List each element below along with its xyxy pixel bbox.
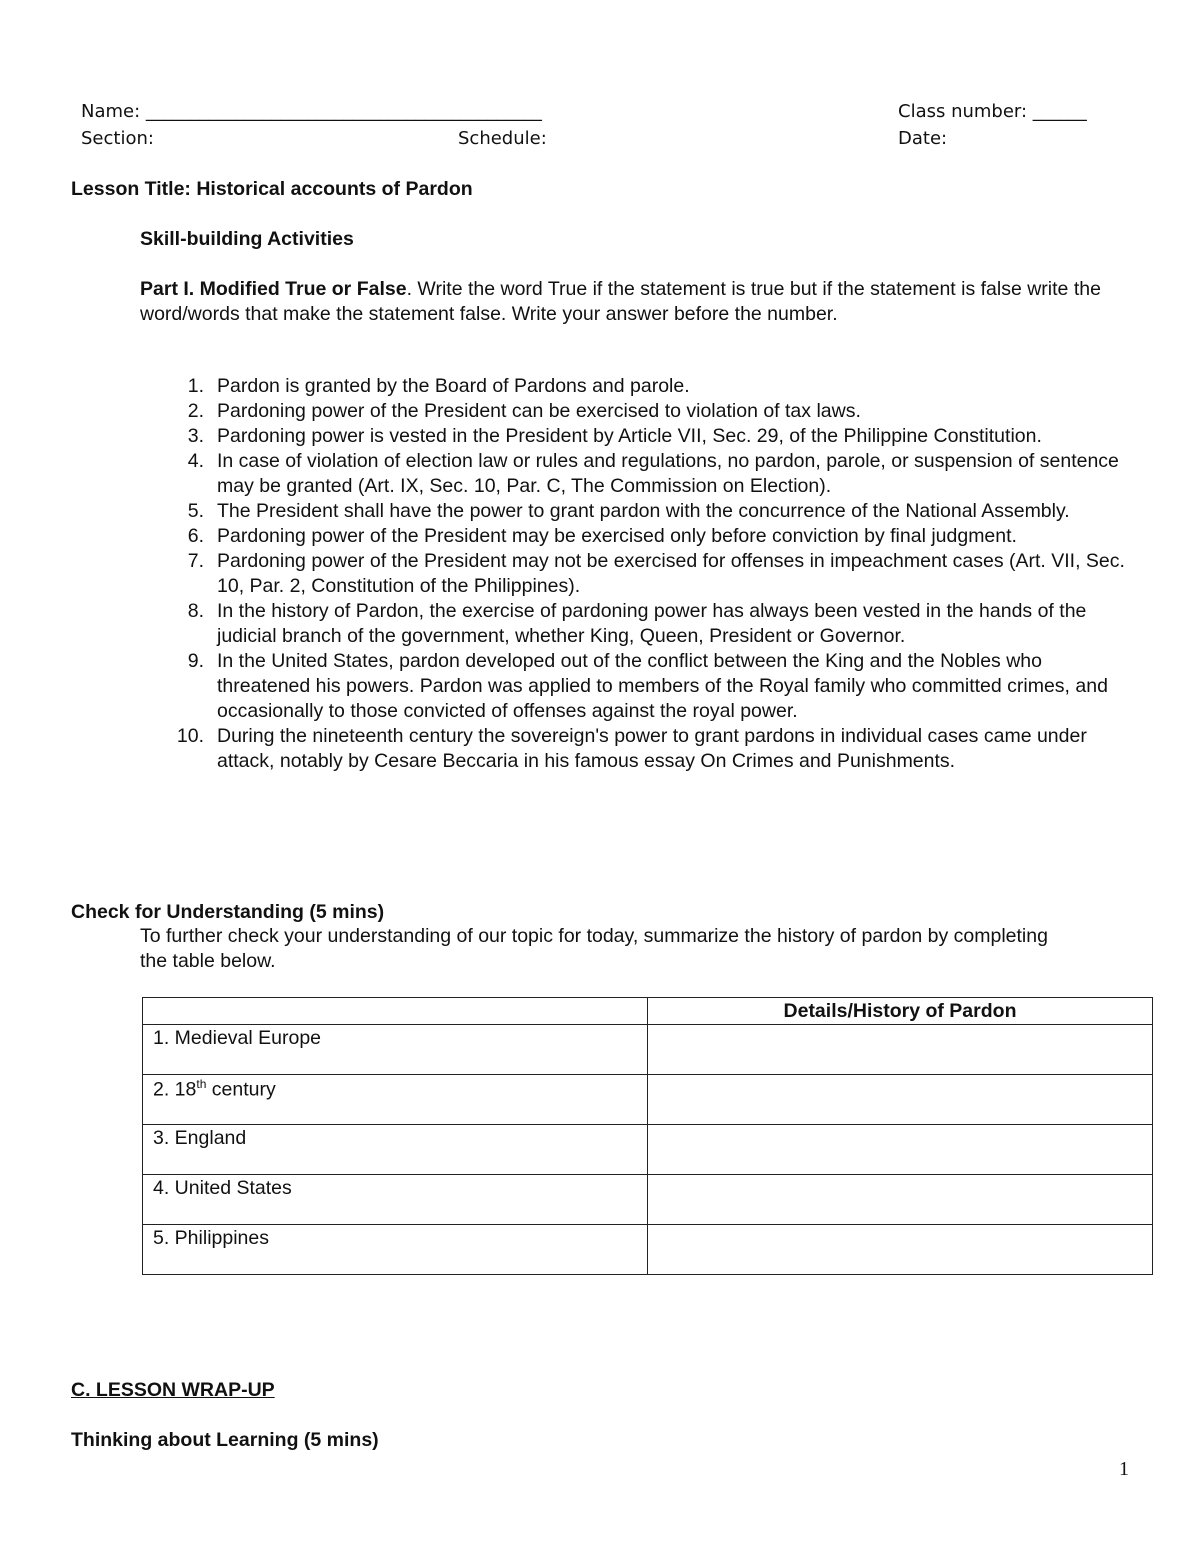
table-row — [143, 1225, 1153, 1275]
answer-cell[interactable] — [648, 1125, 1153, 1175]
item-number: 6. — [187, 525, 204, 547]
part1-text: . Write the word True if the statement is true but if the statement is false write the word/words that make the statement false. Write your answer before the number. — [140, 278, 1101, 325]
list-item — [140, 649, 1140, 724]
table-header-row — [143, 998, 1153, 1025]
answer-cell[interactable] — [648, 1225, 1153, 1275]
page-number: 1 — [1119, 1458, 1129, 1480]
name-field-label: Name: ____________________________________________ — [81, 101, 542, 122]
item-number: 3. — [187, 425, 204, 447]
list-item — [140, 399, 1140, 424]
table-header-details: Details/History of Pardon — [648, 998, 1153, 1025]
row-label: 2. 18th century — [143, 1075, 648, 1125]
row-label: 5. Philippines — [143, 1225, 648, 1275]
answer-cell[interactable] — [648, 1025, 1153, 1075]
item-text: In case of violation of election law or rules and regulations, no pardon, parole, or suspension of sentence may be granted (Art. IX, Sec. 10, Par. C, The Commission on Election). — [217, 450, 1119, 497]
list-item — [140, 424, 1140, 449]
item-number: 4. — [187, 450, 204, 472]
list-item — [140, 449, 1140, 499]
list-item — [140, 724, 1140, 774]
list-item — [140, 499, 1140, 524]
pardon-history-table — [142, 997, 1153, 1275]
row-label: 4. United States — [143, 1175, 648, 1225]
item-number: 7. — [187, 550, 204, 572]
table-header-blank — [143, 998, 648, 1025]
row-label: 1. Medieval Europe — [143, 1025, 648, 1075]
class-number-label: Class number: ______ — [898, 101, 1087, 122]
table-row — [143, 1125, 1153, 1175]
table-row — [143, 1075, 1153, 1125]
item-text: Pardon is granted by the Board of Pardons and parole. — [217, 375, 690, 397]
answer-cell[interactable] — [648, 1075, 1153, 1125]
lesson-wrap-up-heading: C. LESSON WRAP-UP — [71, 1379, 275, 1401]
item-text: Pardoning power of the President may be exercised only before conviction by final judgment. — [217, 525, 1017, 547]
item-text: Pardoning power is vested in the President by Article VII, Sec. 29, of the Philippine Constitution. — [217, 425, 1042, 447]
schedule-label: Schedule: — [458, 128, 547, 149]
list-item — [140, 374, 1140, 399]
check-understanding-instructions: To further check your understanding of our topic for today, summarize the history of pardon by completing the table below. — [140, 925, 1048, 972]
item-number: 5. — [187, 500, 204, 522]
item-text: Pardoning power of the President can be exercised to violation of tax laws. — [217, 400, 861, 422]
part1-instructions — [140, 277, 1140, 327]
thinking-about-learning-heading: Thinking about Learning (5 mins) — [71, 1429, 379, 1451]
list-item — [140, 599, 1140, 649]
skill-building-heading: Skill-building Activities — [140, 228, 354, 250]
section-label: Section: — [81, 128, 154, 149]
item-number: 9. — [187, 650, 204, 672]
item-text: In the history of Pardon, the exercise of pardoning power has always been vested in the hands of the judicial branch of the government, whether King, Queen, President or Governor. — [217, 600, 1087, 647]
answer-cell[interactable] — [648, 1175, 1153, 1225]
item-number: 1. — [187, 375, 204, 397]
check-understanding-heading: Check for Understanding (5 mins) — [71, 901, 385, 923]
row-label: 3. England — [143, 1125, 648, 1175]
date-label: Date: — [898, 128, 948, 149]
item-text: In the United States, pardon developed out of the conflict between the King and the Nobles who threatened his powers. Pardon was applied to members of the Royal family who committed crimes, and occasionally to those convicted of offenses against the royal power. — [217, 650, 1108, 722]
true-false-list — [140, 374, 1140, 774]
item-text: The President shall have the power to grant pardon with the concurrence of the National Assembly. — [217, 500, 1070, 522]
item-text: During the nineteenth century the sovereign's power to grant pardons in individual cases came under attack, notably by Cesare Beccaria in his famous essay On Crimes and Punishments. — [217, 725, 1087, 772]
item-number: 10. — [176, 725, 204, 747]
table-row — [143, 1025, 1153, 1075]
list-item — [140, 524, 1140, 549]
item-number: 2. — [187, 400, 204, 422]
item-text: Pardoning power of the President may not be exercised for offenses in impeachment cases (Art. VII, Sec. 10, Par. 2, Constitution of the Philippines). — [217, 550, 1125, 597]
part1-title: Part I. Modified True or False — [140, 278, 407, 300]
table-row — [143, 1175, 1153, 1225]
lesson-title: Lesson Title: Historical accounts of Pardon — [71, 178, 473, 200]
list-item — [140, 549, 1140, 599]
item-number: 8. — [187, 600, 204, 622]
